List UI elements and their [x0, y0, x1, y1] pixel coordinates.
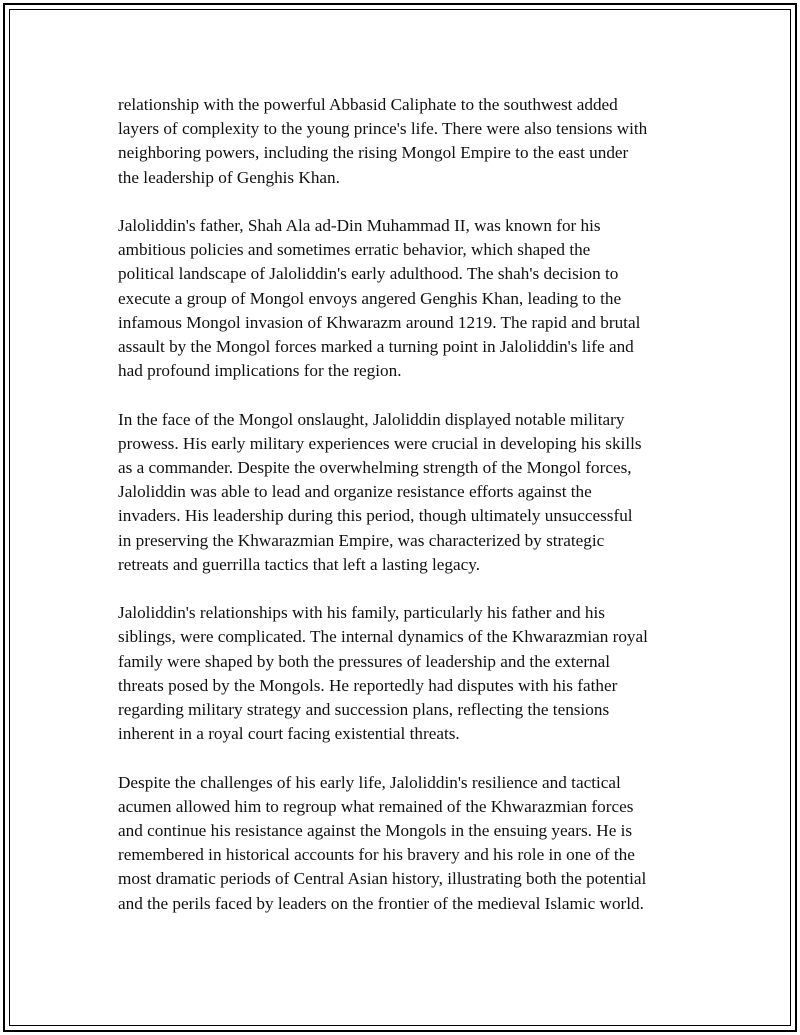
text-line: retreats and guerrilla tactics that left a lasting legacy. [118, 554, 481, 574]
paragraph-2 [118, 214, 690, 383]
paragraph-5 [118, 771, 690, 916]
text-line: In the face of the Mongol onslaught, Jaloliddin displayed notable military [118, 409, 625, 429]
text-line: and continue his resistance against the Mongols in the ensuing years. He is [118, 821, 633, 841]
text-line: execute a group of Mongol envoys angered Genghis Khan, leading to the [118, 288, 622, 308]
text-line: in preserving the Khwarazmian Empire, was characterized by strategic [118, 530, 605, 550]
text-line: political landscape of Jaloliddin's early adulthood. The shah's decision to [118, 264, 619, 284]
text-line: prowess. His early military experiences were crucial in developing his skills [118, 433, 642, 453]
paragraph-1 [118, 93, 690, 190]
text-line: invaders. His leadership during this period, though ultimately unsuccessful [118, 506, 633, 526]
text-line: regarding military strategy and succession plans, reflecting the tensions [118, 700, 610, 720]
text-line: had profound implications for the region. [118, 361, 402, 381]
text-line: Jaloliddin's father, Shah Ala ad-Din Muhammad II, was known for his [118, 216, 601, 235]
paragraph-4 [118, 601, 690, 746]
text-line: Despite the challenges of his early life, Jaloliddin's resilience and tactical [118, 772, 621, 792]
text-line: family were shaped by both the pressures of leadership and the external [118, 651, 611, 671]
paragraph-3 [118, 408, 690, 577]
text-line: as a commander. Despite the overwhelming strength of the Mongol forces, [118, 458, 632, 478]
text-line: most dramatic periods of Central Asian history, illustrating both the potential [118, 869, 647, 889]
document-body [118, 93, 690, 940]
text-line: Jaloliddin was able to lead and organize resistance efforts against the [118, 482, 592, 502]
text-line: siblings, were complicated. The internal dynamics of the Khwarazmian royal [118, 627, 648, 647]
text-line: and the perils faced by leaders on the frontier of the medieval Islamic world. [118, 893, 644, 913]
text-line: infamous Mongol invasion of Khwarazm around 1219. The rapid and brutal [118, 312, 641, 332]
text-line: inherent in a royal court facing existential threats. [118, 724, 460, 744]
text-line: remembered in historical accounts for his bravery and his role in one of the [118, 845, 635, 865]
text-line: acumen allowed him to regroup what remained of the Khwarazmian forces [118, 796, 634, 816]
text-line: ambitious policies and sometimes erratic behavior, which shaped the [118, 240, 591, 260]
text-line: neighboring powers, including the rising Mongol Empire to the east under [118, 143, 629, 163]
text-line: Jaloliddin's relationships with his family, particularly his father and his [118, 603, 605, 623]
text-line: threats posed by the Mongols. He reportedly had disputes with his father [118, 675, 618, 695]
text-line: relationship with the powerful Abbasid Caliphate to the southwest added [118, 95, 618, 114]
text-line: assault by the Mongol forces marked a turning point in Jaloliddin's life and [118, 337, 634, 357]
text-line: layers of complexity to the young prince's life. There were also tensions with [118, 119, 648, 139]
text-line: the leadership of Genghis Khan. [118, 167, 340, 187]
